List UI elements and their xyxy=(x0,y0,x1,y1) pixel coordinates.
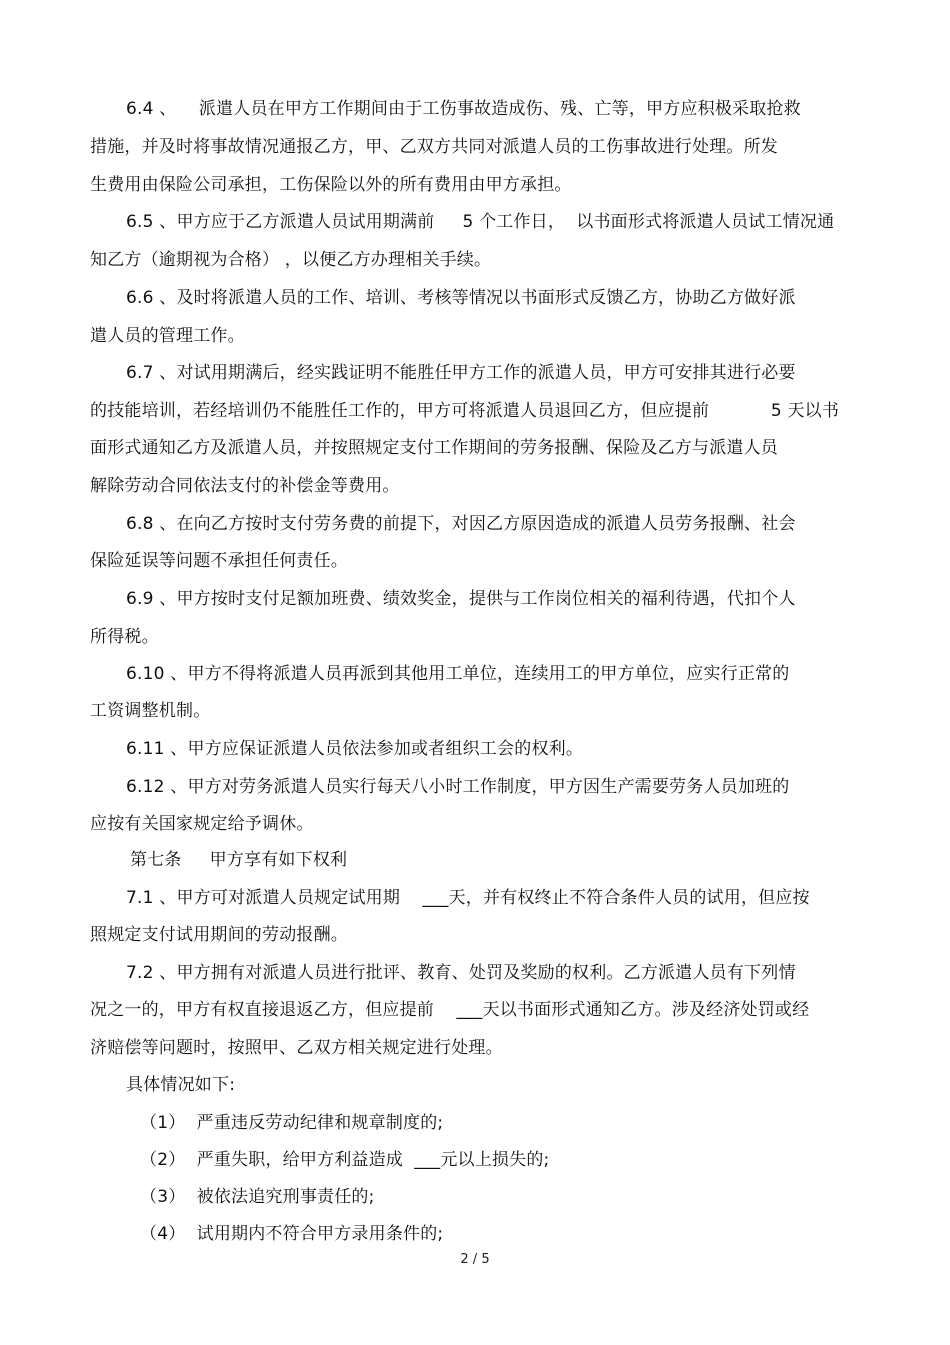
text-line: 6.10 、甲方不得将派遣人员再派到其他用工单位，连续用工的甲方单位，应实行正常的 xyxy=(126,664,790,684)
list-item: （2） 严重失职，给甲方利益造成 ___元以上损失的; xyxy=(140,1150,550,1170)
text-line: 遣人员的管理工作。 xyxy=(90,326,245,346)
text-line: 照规定支付试用期间的劳动报酬。 xyxy=(90,925,348,945)
text-line: 的技能培训，若经培训仍不能胜任工作的，甲方可将派遣人员退回乙方，但应提前 5 天以书 xyxy=(90,401,840,421)
text-line: 7.1 、甲方可对派遣人员规定试用期 ___天，并有权终止不符合条件人员的试用，但应按 xyxy=(126,888,810,908)
text-line: 6.12 、甲方对劳务派遣人员实行每天八小时工作制度，甲方因生产需要劳务人员加班的 xyxy=(126,777,790,797)
section-heading: 第七条 甲方享有如下权利 xyxy=(130,850,348,870)
text-line: 工资调整机制。 xyxy=(90,701,211,721)
text-line: 具体情况如下: xyxy=(126,1075,236,1095)
text-line: 生费用由保险公司承担，工伤保险以外的所有费用由甲方承担。 xyxy=(90,175,572,195)
text-line: 6.9 、甲方按时支付足额加班费、绩效奖金，提供与工作岗位相关的福利待遇，代扣个人 xyxy=(126,589,796,609)
text-line: 况之一的，甲方有权直接退返乙方，但应提前 ___天以书面形式通知乙方。涉及经济处罚或经 xyxy=(90,1000,810,1020)
text-line: 保险延误等问题不承担任何责任。 xyxy=(90,551,348,571)
text-line: 7.2 、甲方拥有对派遣人员进行批评、教育、处罚及奖励的权利。乙方派遣人员有下列情 xyxy=(126,963,796,983)
text-line: 解除劳动合同依法支付的补偿金等费用。 xyxy=(90,476,400,496)
text-line: 所得税。 xyxy=(90,627,159,647)
text-line: 6.7 、对试用期满后，经实践证明不能胜任甲方工作的派遣人员，甲方可安排其进行必要 xyxy=(126,363,796,383)
text-line: 济赔偿等问题时，按照甲、乙双方相关规定进行处理。 xyxy=(90,1038,503,1058)
list-item: （1） 严重违反劳动纪律和规章制度的; xyxy=(140,1113,444,1133)
text-line: 6.5 、甲方应于乙方派遣人员试用期满前 5 个工作日， 以书面形式将派遣人员试工情况通 xyxy=(126,212,835,232)
text-line: 知乙方（逾期视为合格） ，以便乙方办理相关手续。 xyxy=(90,250,492,270)
text-line: 应按有关国家规定给予调休。 xyxy=(90,814,314,834)
page-number: 2 / 5 xyxy=(460,1252,490,1267)
text-line: 面形式通知乙方及派遣人员，并按照规定支付工作期间的劳务报酬、保险及乙方与派遣人员 xyxy=(90,438,778,458)
text-line: 措施，并及时将事故情况通报乙方，甲、乙双方共同对派遣人员的工伤事故进行处理。所发 xyxy=(90,137,778,157)
text-line: 6.6 、及时将派遣人员的工作、培训、考核等情况以书面形式反馈乙方，协助乙方做好派 xyxy=(126,288,796,308)
text-line: 6.11 、甲方应保证派遣人员依法参加或者组织工会的权利。 xyxy=(126,739,584,759)
list-item: （4） 试用期内不符合甲方录用条件的; xyxy=(140,1224,444,1244)
text-line: 6.4 、 派遣人员在甲方工作期间由于工伤事故造成伤、残、亡等，甲方应积极采取抢救 xyxy=(126,99,801,119)
list-item: （3） 被依法追究刑事责任的; xyxy=(140,1187,375,1207)
text-line: 6.8 、在向乙方按时支付劳务费的前提下，对因乙方原因造成的派遣人员劳务报酬、社会 xyxy=(126,514,796,534)
